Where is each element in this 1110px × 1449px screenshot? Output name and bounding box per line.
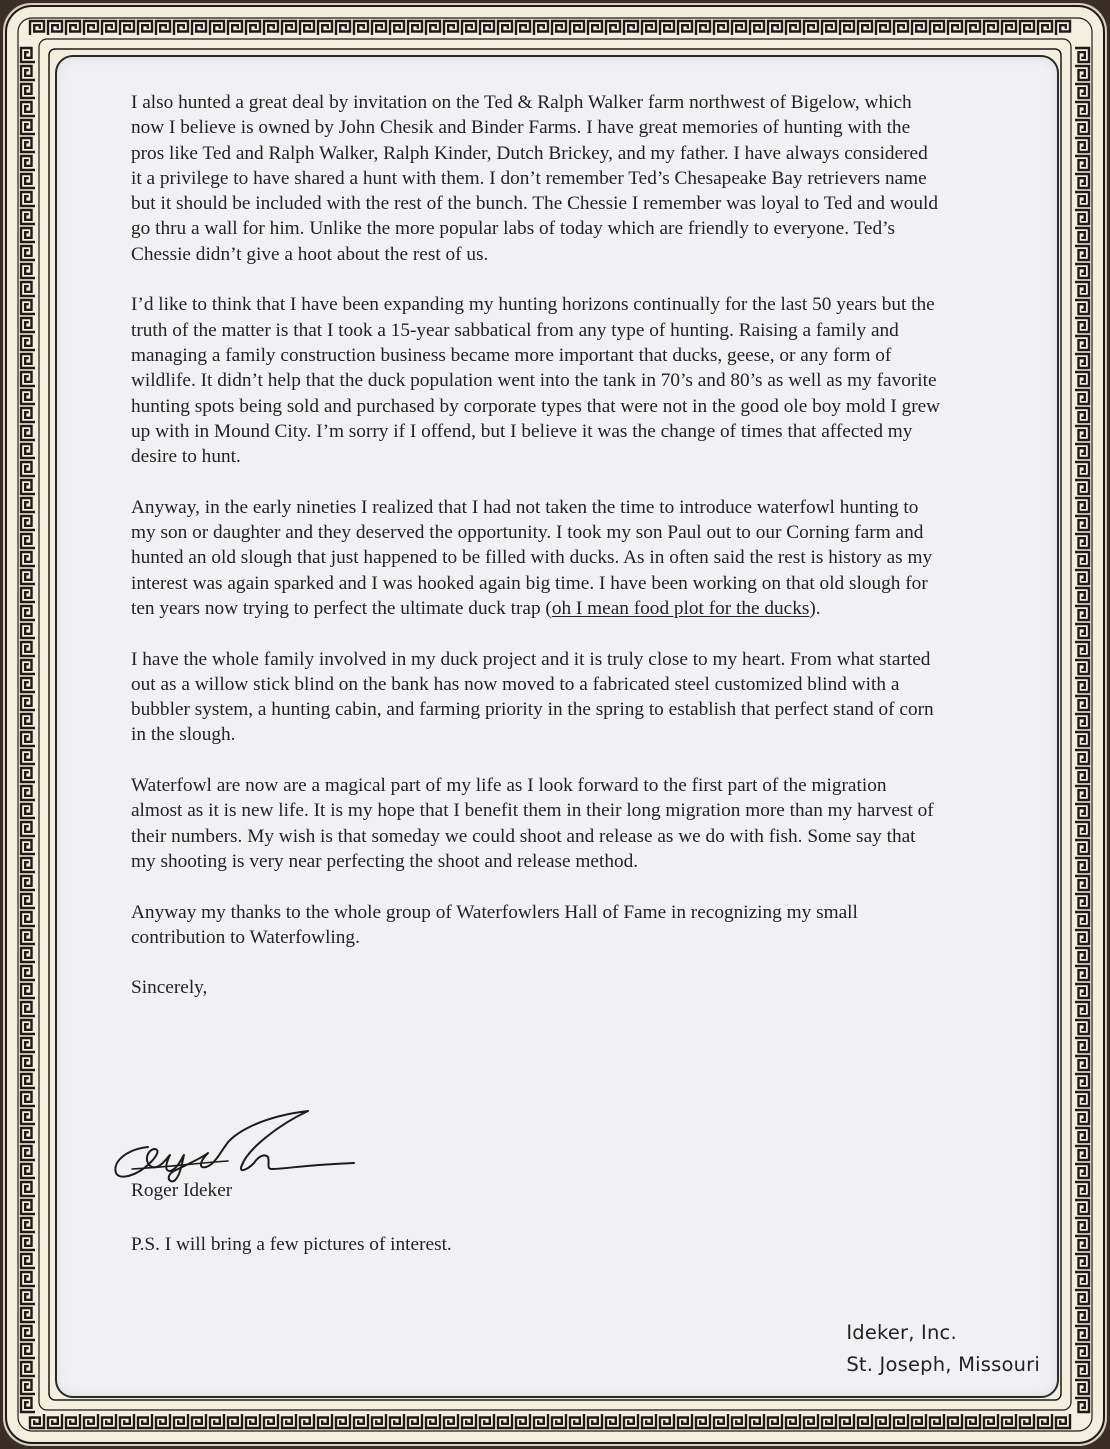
company-location: St. Joseph, Missouri: [846, 1353, 1040, 1376]
closing: Sincerely,: [131, 977, 208, 999]
paragraph-2: I’d like to think that I have been expanding my hunting horizons continually for the last 50 years but the truth of the matter is that I took a 15-year sabbatical from any type of hunting. Raising a family and managing a family construction business became more important that ducks, geese, or any form of wildlife. It didn’t help that the duck population went into the tank in 70’s and 80’s as well as my favorite hunting spots being sold and purchased by corporate types that were not in the good ole boy mold I grew up with in Mound City. I’m sorry if I offend, but I believe it was the change of times that affected my desire to hunt.: [131, 294, 941, 468]
paragraph-3: [131, 495, 941, 621]
paragraph-3-text: Anyway, in the early nineties I realized that I had not taken the time to introduce waterfowl hunting to my son or daughter and they deserved the opportunity. I took my son Paul out to our Corning farm and hunted an old slough that just happened to be filled with ducks. As in often said the rest is history as my interest was again sparked and I was hooked again big time. I have been working on that old slough for ten years now trying to perfect the ultimate duck trap (: [131, 496, 933, 619]
postscript: P.S. I will bring a few pictures of interest.: [131, 1234, 452, 1255]
signer-name: Roger Ideker: [131, 1180, 233, 1201]
handwritten-signature: [108, 1105, 358, 1185]
paragraph-6: Anyway my thanks to the whole group of Waterfowlers Hall of Fame in recognizing my small contribution to Waterfowling.: [131, 901, 858, 948]
paragraph-1: I also hunted a great deal by invitation on the Ted & Ralph Walker farm northwest of Bigelow, which now I believe is owned by John Chesik and Binder Farms. I have great memories of hunting with the pros like Ted and Ralph Walker, Ralph Kinder, Dutch Brickey, and my father. I have always considered it a privilege to have shared a hunt with them. I don’t remember Ted’s Chesapeake Bay retrievers name but it should be included with the rest of the bunch. The Chessie I remember was loyal to Ted and would go thru a wall for him. Unlike the more popular labs of today which are friendly to everyone. Ted’s Chessie didn’t give a hoot about the rest of us.: [131, 92, 939, 265]
paragraph-3-end: ).: [809, 597, 821, 619]
company-name: Ideker, Inc.: [846, 1321, 957, 1344]
letter-body: [131, 90, 941, 1026]
underlined-phrase: oh I mean food plot for the ducks: [551, 597, 810, 619]
paragraph-4: I have the whole family involved in my duck project and it is truly close to my heart. From what started out as a willow stick blind on the bank has now moved to a fabricated steel customized blind with a bubbler system, a hunting cabin, and farming priority in the spring to establish that perfect stand of corn in the slough.: [131, 648, 934, 746]
paragraph-5: Waterfowl are now are a magical part of my life as I look forward to the first part of the migration almost as it is new life. It is my hope that I benefit them in their long migration more than my harvest of their numbers. My wish is that someday we could shoot and release as we do with fish. Some say that my shooting is very near perfecting the shoot and release method.: [131, 775, 934, 872]
company-block: [846, 1317, 1040, 1381]
